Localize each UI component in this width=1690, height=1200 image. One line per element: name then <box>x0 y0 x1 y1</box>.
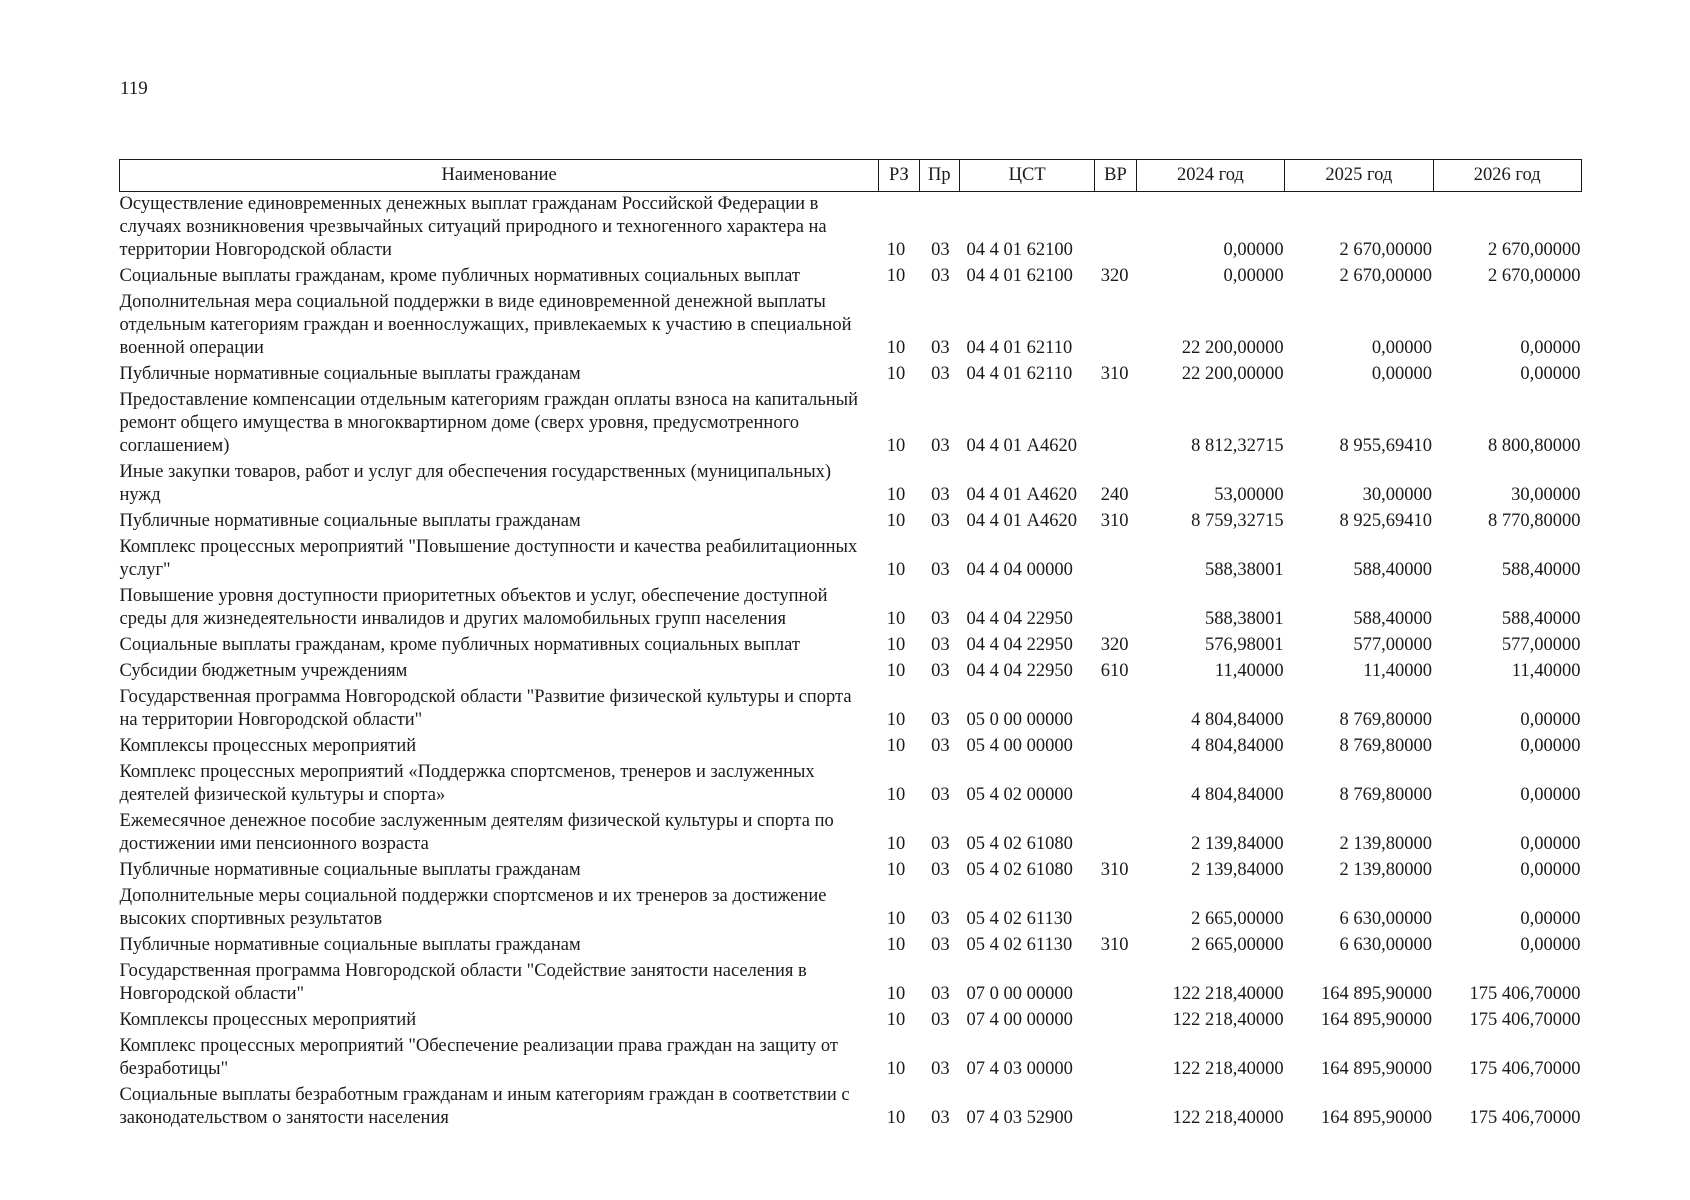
table-row <box>120 363 1582 389</box>
cell-name: Субсидии бюджетным учреждениям <box>119 661 408 681</box>
cell-vr: 320 <box>1100 266 1129 286</box>
cell-name: Комплексы процессных мероприятий <box>119 736 417 756</box>
cell-cst: 04 4 01 62100 <box>966 240 1073 260</box>
cell-name: Комплексы процессных мероприятий <box>119 1010 417 1030</box>
table-row <box>120 510 1582 536</box>
cell-2026: 0,00000 <box>1520 710 1581 730</box>
cell-cst: 04 4 01 А4620 <box>966 436 1078 456</box>
cell-name: Ежемесячное денежное пособие заслуженным деятелям физической культуры и спорта по достижении ими пенсионного возраста <box>119 811 834 854</box>
cell-2026: 175 406,70000 <box>1469 1059 1581 1079</box>
cell-vr: 320 <box>1100 635 1129 655</box>
cell-name: Повышение уровня доступности приоритетных объектов и услуг, обеспечение доступной среды для жизнедеятельности инвалидов и других маломобильных групп населения <box>119 586 828 629</box>
cell-pr: 03 <box>931 364 950 384</box>
header-name: Наименование <box>120 160 879 192</box>
cell-name: Предоставление компенсации отдельным категориям граждан оплаты взноса на капитальный ремонт общего имущества в многоквартирном доме (сверх уровня, предусмотренного соглашением) <box>119 390 859 456</box>
cell-2026: 0,00000 <box>1520 364 1581 384</box>
cell-vr <box>1095 810 1136 859</box>
table-body <box>120 192 1582 1134</box>
cell-cst: 05 4 02 61080 <box>966 860 1073 880</box>
cell-2025: 8 769,80000 <box>1339 785 1432 805</box>
cell-rz: 10 <box>886 485 906 505</box>
cell-pr: 03 <box>931 935 950 955</box>
cell-name: Иные закупки товаров, работ и услуг для обеспечения государственных (муниципальных) нужд <box>119 462 832 505</box>
cell-rz: 10 <box>886 935 906 955</box>
cell-name: Публичные нормативные социальные выплаты гражданам <box>119 511 581 531</box>
cell-name: Социальные выплаты гражданам, кроме публичных нормативных социальных выплат <box>119 266 800 286</box>
cell-2026: 0,00000 <box>1520 736 1581 756</box>
cell-2026: 175 406,70000 <box>1469 984 1581 1004</box>
cell-2026: 0,00000 <box>1520 338 1581 358</box>
cell-2025: 164 895,90000 <box>1321 1108 1432 1128</box>
cell-pr: 03 <box>931 436 950 456</box>
cell-2026: 30,00000 <box>1511 485 1581 505</box>
cell-cst: 05 0 00 00000 <box>966 710 1073 730</box>
cell-2024: 588,38001 <box>1204 560 1284 580</box>
cell-pr: 03 <box>931 736 950 756</box>
cell-cst: 05 4 02 61130 <box>966 935 1073 955</box>
cell-pr: 03 <box>931 984 950 1004</box>
cell-2024: 576,98001 <box>1204 635 1284 655</box>
header-2024: 2024 год <box>1136 160 1284 192</box>
cell-cst: 04 4 01 А4620 <box>966 485 1078 505</box>
header-cst: ЦСТ <box>960 160 1095 192</box>
cell-vr: 310 <box>1100 364 1129 384</box>
cell-cst: 05 4 00 00000 <box>966 736 1073 756</box>
cell-2025: 0,00000 <box>1371 338 1432 358</box>
cell-2025: 2 670,00000 <box>1339 240 1432 260</box>
table-row <box>120 859 1582 885</box>
table-row <box>120 660 1582 686</box>
cell-name: Комплекс процессных мероприятий «Поддержка спортсменов, тренеров и заслуженных деятелей физической культуры и спорта» <box>119 762 815 805</box>
cell-name: Государственная программа Новгородской области "Развитие физической культуры и спорта на территории Новгородской области" <box>119 687 852 730</box>
table-row <box>120 389 1582 461</box>
cell-name: Публичные нормативные социальные выплаты гражданам <box>119 935 581 955</box>
cell-2025: 2 139,80000 <box>1339 860 1432 880</box>
cell-pr: 03 <box>931 710 950 730</box>
cell-2025: 577,00000 <box>1353 635 1432 655</box>
page-number: 119 <box>120 78 148 99</box>
cell-2024: 588,38001 <box>1204 609 1284 629</box>
cell-2024: 122 218,40000 <box>1172 1010 1284 1030</box>
cell-2025: 8 955,69410 <box>1339 436 1432 456</box>
cell-cst: 04 4 04 22950 <box>966 661 1073 681</box>
cell-rz: 10 <box>886 240 906 260</box>
cell-2024: 122 218,40000 <box>1172 1108 1284 1128</box>
cell-2024: 11,40000 <box>1214 661 1284 681</box>
cell-vr <box>1095 192 1136 266</box>
table-row <box>120 960 1582 1009</box>
cell-pr: 03 <box>931 785 950 805</box>
header-2025: 2025 год <box>1285 160 1433 192</box>
cell-cst: 07 4 00 00000 <box>966 1010 1073 1030</box>
cell-rz: 10 <box>886 736 906 756</box>
cell-cst: 04 4 01 62110 <box>966 364 1073 384</box>
cell-2024: 8 759,32715 <box>1191 511 1284 531</box>
cell-2026: 588,40000 <box>1501 609 1581 629</box>
cell-rz: 10 <box>886 785 906 805</box>
cell-cst: 07 4 03 00000 <box>966 1059 1073 1079</box>
cell-vr <box>1095 1084 1136 1133</box>
cell-vr <box>1095 1009 1136 1035</box>
cell-2024: 8 812,32715 <box>1191 436 1284 456</box>
cell-vr: 310 <box>1100 860 1129 880</box>
cell-2026: 2 670,00000 <box>1488 240 1581 260</box>
table-row <box>120 761 1582 810</box>
header-pr: Пр <box>919 160 959 192</box>
cell-rz: 10 <box>886 560 906 580</box>
cell-2026: 175 406,70000 <box>1469 1108 1581 1128</box>
cell-name: Осуществление единовременных денежных выплат гражданам Российской Федерации в случаях возникновения чрезвычайных ситуаций природного и техногенного характера на территории Новгородской области <box>119 194 827 260</box>
cell-vr <box>1095 291 1136 363</box>
cell-2024: 2 665,00000 <box>1191 935 1284 955</box>
cell-rz: 10 <box>886 860 906 880</box>
cell-vr <box>1095 536 1136 585</box>
cell-rz: 10 <box>886 436 906 456</box>
cell-vr <box>1095 960 1136 1009</box>
cell-name: Дополнительная мера социальной поддержки в виде единовременной денежной выплаты отдельным категориям граждан и военнослужащих, привлекаемых к участию в специальной военной операции <box>119 292 852 358</box>
table-row <box>120 536 1582 585</box>
cell-2026: 11,40000 <box>1511 661 1581 681</box>
cell-cst: 05 4 02 00000 <box>966 785 1073 805</box>
table-row <box>120 686 1582 735</box>
cell-vr <box>1095 761 1136 810</box>
cell-2024: 4 804,84000 <box>1191 736 1284 756</box>
cell-pr: 03 <box>931 609 950 629</box>
cell-name: Дополнительные меры социальной поддержки спортсменов и их тренеров за достижение высоких спортивных результатов <box>119 886 827 929</box>
cell-2025: 588,40000 <box>1353 609 1432 629</box>
cell-pr: 03 <box>931 1010 950 1030</box>
cell-vr <box>1095 686 1136 735</box>
table-row <box>120 585 1582 634</box>
cell-vr: 310 <box>1100 935 1129 955</box>
cell-cst: 07 0 00 00000 <box>966 984 1073 1004</box>
cell-2024: 122 218,40000 <box>1172 1059 1284 1079</box>
cell-vr <box>1095 1035 1136 1084</box>
cell-2024: 2 139,84000 <box>1191 860 1284 880</box>
table-row <box>120 291 1582 363</box>
cell-2024: 53,00000 <box>1214 485 1284 505</box>
cell-2024: 0,00000 <box>1223 240 1284 260</box>
cell-cst: 05 4 02 61130 <box>966 909 1073 929</box>
cell-cst: 04 4 04 22950 <box>966 635 1073 655</box>
cell-2025: 6 630,00000 <box>1339 909 1432 929</box>
cell-2025: 164 895,90000 <box>1321 1059 1432 1079</box>
cell-2025: 6 630,00000 <box>1339 935 1432 955</box>
cell-pr: 03 <box>931 834 950 854</box>
cell-pr: 03 <box>931 240 950 260</box>
cell-2025: 0,00000 <box>1371 364 1432 384</box>
cell-2026: 2 670,00000 <box>1488 266 1581 286</box>
cell-2025: 2 139,80000 <box>1339 834 1432 854</box>
cell-2024: 4 804,84000 <box>1191 785 1284 805</box>
cell-name: Государственная программа Новгородской области "Содействие занятости населения в Новгородской области" <box>119 961 807 1004</box>
cell-rz: 10 <box>886 1059 906 1079</box>
table-row <box>120 634 1582 660</box>
cell-rz: 10 <box>886 661 906 681</box>
cell-2024: 22 200,00000 <box>1181 338 1284 358</box>
cell-vr <box>1095 735 1136 761</box>
cell-2025: 8 769,80000 <box>1339 710 1432 730</box>
cell-2026: 577,00000 <box>1501 635 1581 655</box>
table-row <box>120 192 1582 266</box>
cell-pr: 03 <box>931 266 950 286</box>
cell-cst: 04 4 04 00000 <box>966 560 1073 580</box>
cell-2026: 8 800,80000 <box>1488 436 1581 456</box>
cell-rz: 10 <box>886 1010 906 1030</box>
cell-name: Социальные выплаты безработным гражданам и иным категориям граждан в соответствии с законодательством о занятости населения <box>119 1085 850 1128</box>
cell-2024: 4 804,84000 <box>1191 710 1284 730</box>
table-row <box>120 810 1582 859</box>
cell-2026: 0,00000 <box>1520 909 1581 929</box>
budget-table <box>119 159 1582 1133</box>
table-row <box>120 1035 1582 1084</box>
cell-2026: 8 770,80000 <box>1488 511 1581 531</box>
header-vr: ВР <box>1095 160 1136 192</box>
cell-rz: 10 <box>886 609 906 629</box>
cell-2024: 122 218,40000 <box>1172 984 1284 1004</box>
cell-2025: 11,40000 <box>1363 661 1432 681</box>
cell-vr: 310 <box>1100 511 1129 531</box>
cell-2026: 588,40000 <box>1501 560 1581 580</box>
cell-2026: 0,00000 <box>1520 860 1581 880</box>
cell-pr: 03 <box>931 1059 950 1079</box>
cell-pr: 03 <box>931 560 950 580</box>
cell-pr: 03 <box>931 338 950 358</box>
table-row <box>120 1009 1582 1035</box>
cell-rz: 10 <box>886 364 906 384</box>
cell-vr: 610 <box>1100 661 1129 681</box>
cell-name: Публичные нормативные социальные выплаты гражданам <box>119 364 581 384</box>
cell-2026: 175 406,70000 <box>1469 1010 1581 1030</box>
cell-pr: 03 <box>931 661 950 681</box>
cell-2024: 2 139,84000 <box>1191 834 1284 854</box>
cell-pr: 03 <box>931 909 950 929</box>
cell-pr: 03 <box>931 485 950 505</box>
table-row <box>120 461 1582 510</box>
cell-name: Публичные нормативные социальные выплаты гражданам <box>119 860 581 880</box>
table-row <box>120 1084 1582 1133</box>
table-header-row <box>120 160 1582 192</box>
cell-name: Комплекс процессных мероприятий "Обеспечение реализации права граждан на защиту от безработицы" <box>119 1036 839 1079</box>
cell-rz: 10 <box>886 710 906 730</box>
table-row <box>120 885 1582 934</box>
cell-2024: 0,00000 <box>1223 266 1284 286</box>
cell-rz: 10 <box>886 338 906 358</box>
cell-2025: 588,40000 <box>1353 560 1432 580</box>
cell-2025: 164 895,90000 <box>1321 1010 1432 1030</box>
cell-cst: 04 4 01 62110 <box>966 338 1073 358</box>
cell-vr <box>1095 585 1136 634</box>
cell-rz: 10 <box>886 834 906 854</box>
cell-cst: 07 4 03 52900 <box>966 1108 1073 1128</box>
cell-pr: 03 <box>931 635 950 655</box>
table-row <box>120 735 1582 761</box>
cell-vr <box>1095 885 1136 934</box>
cell-2025: 2 670,00000 <box>1339 266 1432 286</box>
cell-pr: 03 <box>931 1108 950 1128</box>
header-2026: 2026 год <box>1433 160 1582 192</box>
cell-2026: 0,00000 <box>1520 935 1581 955</box>
cell-2025: 8 925,69410 <box>1339 511 1432 531</box>
cell-rz: 10 <box>886 984 906 1004</box>
cell-rz: 10 <box>886 635 906 655</box>
table-row <box>120 265 1582 291</box>
cell-pr: 03 <box>931 511 950 531</box>
cell-rz: 10 <box>886 266 906 286</box>
cell-name: Комплекс процессных мероприятий "Повышение доступности и качества реабилитационных услуг" <box>119 537 858 580</box>
cell-2025: 164 895,90000 <box>1321 984 1432 1004</box>
cell-name: Социальные выплаты гражданам, кроме публичных нормативных социальных выплат <box>119 635 800 655</box>
header-rz: РЗ <box>879 160 919 192</box>
cell-rz: 10 <box>886 511 906 531</box>
cell-2025: 30,00000 <box>1362 485 1432 505</box>
cell-cst: 05 4 02 61080 <box>966 834 1073 854</box>
cell-2024: 22 200,00000 <box>1181 364 1284 384</box>
cell-2024: 2 665,00000 <box>1191 909 1284 929</box>
cell-cst: 04 4 01 А4620 <box>966 511 1078 531</box>
cell-rz: 10 <box>886 909 906 929</box>
cell-vr: 240 <box>1100 485 1129 505</box>
cell-2026: 0,00000 <box>1520 834 1581 854</box>
cell-2025: 8 769,80000 <box>1339 736 1432 756</box>
table-row <box>120 934 1582 960</box>
cell-cst: 04 4 01 62100 <box>966 266 1073 286</box>
cell-2026: 0,00000 <box>1520 785 1581 805</box>
cell-rz: 10 <box>886 1108 906 1128</box>
cell-vr <box>1095 389 1136 461</box>
cell-pr: 03 <box>931 860 950 880</box>
cell-cst: 04 4 04 22950 <box>966 609 1073 629</box>
